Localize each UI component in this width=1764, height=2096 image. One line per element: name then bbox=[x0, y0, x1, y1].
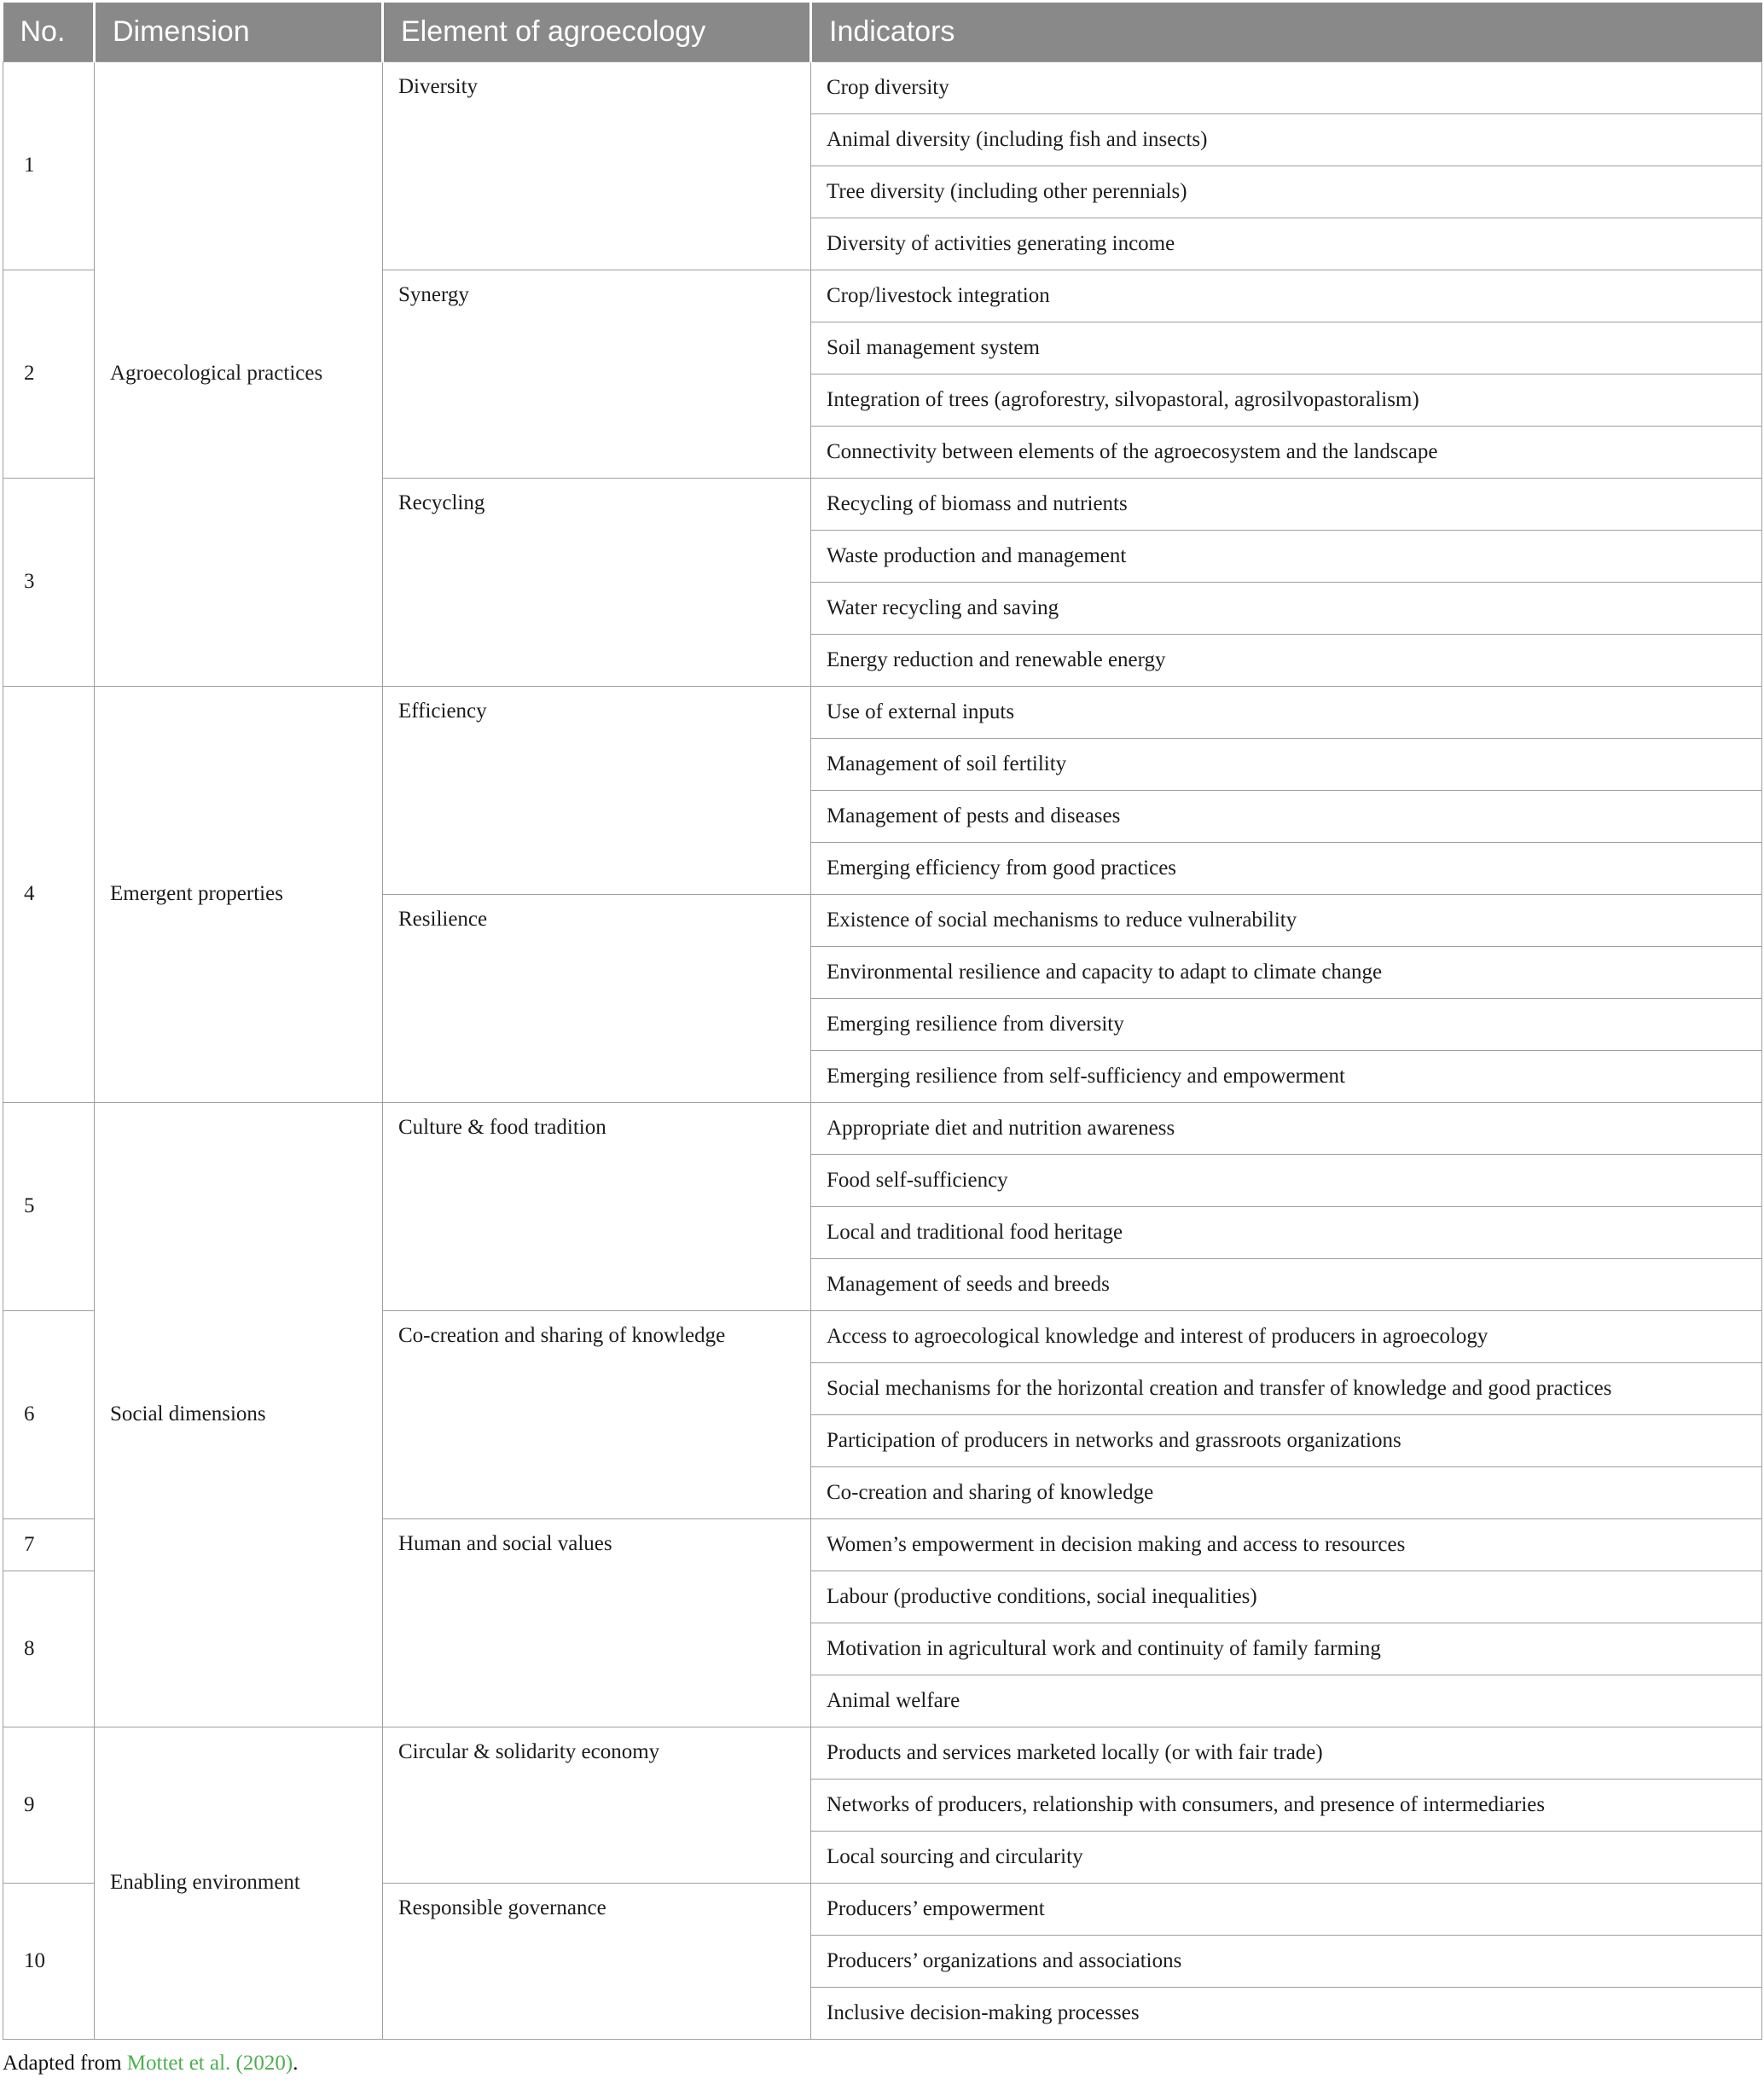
table-header bbox=[3, 3, 1762, 61]
element-cell: Culture & food tradition bbox=[383, 1102, 811, 1310]
indicator-cell: Participation of producers in networks and grassroots organizations bbox=[811, 1414, 1762, 1466]
table-row bbox=[3, 1727, 1762, 1779]
indicator-cell: Water recycling and saving bbox=[811, 582, 1762, 634]
element-cell: Responsible governance bbox=[383, 1883, 811, 2039]
indicator-cell: Emerging efficiency from good practices bbox=[811, 842, 1762, 894]
header-row bbox=[3, 3, 1762, 61]
dimension-cell: Emergent properties bbox=[95, 686, 383, 1102]
indicator-cell: Integration of trees (agroforestry, silvopastoral, agrosilvopastoralism) bbox=[811, 374, 1762, 426]
indicator-cell: Existence of social mechanisms to reduce vulnerability bbox=[811, 894, 1762, 946]
column-header-dimension: Dimension bbox=[95, 3, 383, 61]
table-row bbox=[3, 1102, 1762, 1154]
indicator-cell: Use of external inputs bbox=[811, 686, 1762, 738]
element-cell: Diversity bbox=[383, 61, 811, 270]
indicator-cell: Women’s empowerment in decision making and access to resources bbox=[811, 1518, 1762, 1571]
no-cell: 8 bbox=[3, 1571, 95, 1727]
indicator-cell: Animal diversity (including fish and insects) bbox=[811, 113, 1762, 165]
indicator-cell: Motivation in agricultural work and continuity of family farming bbox=[811, 1623, 1762, 1675]
element-cell: Efficiency bbox=[383, 686, 811, 894]
indicator-cell: Recycling of biomass and nutrients bbox=[811, 478, 1762, 530]
no-cell: 9 bbox=[3, 1727, 95, 1883]
no-cell: 1 bbox=[3, 61, 95, 270]
table-row bbox=[3, 686, 1762, 738]
element-cell: Co-creation and sharing of knowledge bbox=[383, 1310, 811, 1518]
indicator-cell: Animal welfare bbox=[811, 1675, 1762, 1727]
column-header-element: Element of agroecology bbox=[383, 3, 811, 61]
indicator-cell: Energy reduction and renewable energy bbox=[811, 634, 1762, 686]
no-cell: 6 bbox=[3, 1310, 95, 1518]
agroecology-indicators-table bbox=[3, 3, 1762, 2040]
source-note-prefix: Adapted from bbox=[3, 2051, 127, 2075]
dimension-cell: Enabling environment bbox=[95, 1727, 383, 2039]
column-header-indicators: Indicators bbox=[811, 3, 1762, 61]
indicator-cell: Local sourcing and circularity bbox=[811, 1831, 1762, 1883]
indicator-cell: Management of pests and diseases bbox=[811, 790, 1762, 842]
indicator-cell: Emerging resilience from self-sufficiency and empowerment bbox=[811, 1050, 1762, 1102]
indicator-cell: Food self-sufficiency bbox=[811, 1154, 1762, 1206]
element-cell: Recycling bbox=[383, 478, 811, 686]
indicator-cell: Producers’ organizations and associations bbox=[811, 1935, 1762, 1987]
no-cell: 4 bbox=[3, 686, 95, 1102]
element-cell: Resilience bbox=[383, 894, 811, 1102]
indicator-cell: Waste production and management bbox=[811, 530, 1762, 582]
element-cell: Circular & solidarity economy bbox=[383, 1727, 811, 1883]
column-header-no: No. bbox=[3, 3, 95, 61]
indicator-cell: Products and services marketed locally (or with fair trade) bbox=[811, 1727, 1762, 1779]
no-cell: 5 bbox=[3, 1102, 95, 1310]
indicator-cell: Connectivity between elements of the agroecosystem and the landscape bbox=[811, 426, 1762, 478]
no-cell: 10 bbox=[3, 1883, 95, 2039]
source-note-suffix: . bbox=[293, 2051, 299, 2075]
no-cell: 3 bbox=[3, 478, 95, 686]
element-cell: Human and social values bbox=[383, 1518, 811, 1727]
indicator-cell: Co-creation and sharing of knowledge bbox=[811, 1466, 1762, 1518]
indicator-cell: Crop/livestock integration bbox=[811, 270, 1762, 322]
indicator-cell: Producers’ empowerment bbox=[811, 1883, 1762, 1935]
element-cell: Synergy bbox=[383, 270, 811, 478]
indicator-cell: Access to agroecological knowledge and interest of producers in agroecology bbox=[811, 1310, 1762, 1362]
indicator-cell: Soil management system bbox=[811, 322, 1762, 374]
indicator-cell: Crop diversity bbox=[811, 61, 1762, 113]
indicator-cell: Management of soil fertility bbox=[811, 738, 1762, 790]
indicator-cell: Environmental resilience and capacity to adapt to climate change bbox=[811, 946, 1762, 998]
no-cell: 2 bbox=[3, 270, 95, 478]
indicator-cell: Diversity of activities generating income bbox=[811, 218, 1762, 270]
indicator-cell: Networks of producers, relationship with consumers, and presence of intermediaries bbox=[811, 1779, 1762, 1831]
indicator-cell: Local and traditional food heritage bbox=[811, 1206, 1762, 1258]
citation-link[interactable]: Mottet et al. (2020) bbox=[126, 2051, 293, 2075]
indicator-cell: Appropriate diet and nutrition awareness bbox=[811, 1102, 1762, 1154]
indicator-cell: Management of seeds and breeds bbox=[811, 1258, 1762, 1310]
indicator-cell: Emerging resilience from diversity bbox=[811, 998, 1762, 1050]
indicator-cell: Social mechanisms for the horizontal creation and transfer of knowledge and good practices bbox=[811, 1362, 1762, 1414]
no-cell: 7 bbox=[3, 1518, 95, 1571]
indicator-cell: Inclusive decision-making processes bbox=[811, 1987, 1762, 2039]
indicator-cell: Tree diversity (including other perennials) bbox=[811, 165, 1762, 218]
table-row bbox=[3, 61, 1762, 113]
indicator-cell: Labour (productive conditions, social inequalities) bbox=[811, 1571, 1762, 1623]
table-body bbox=[3, 61, 1762, 2039]
table-source-note bbox=[3, 2052, 1764, 2076]
dimension-cell: Agroecological practices bbox=[95, 61, 383, 686]
dimension-cell: Social dimensions bbox=[95, 1102, 383, 1727]
